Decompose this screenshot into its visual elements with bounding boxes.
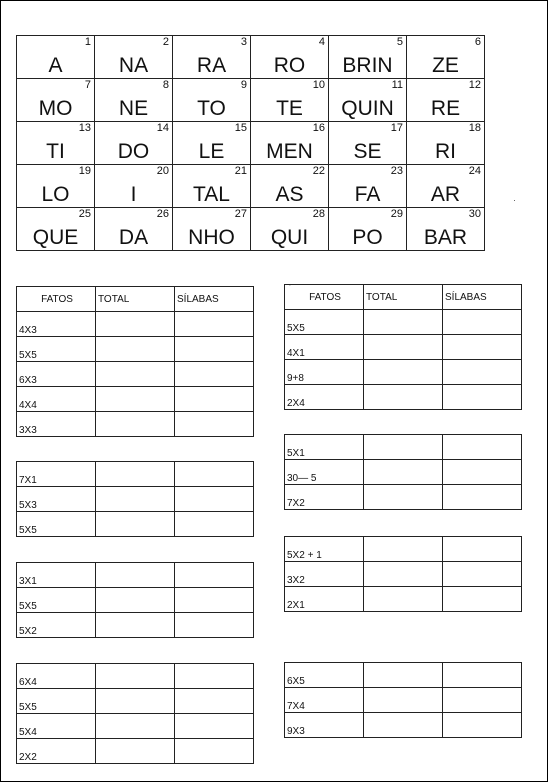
header-silabas: SÍLABAS [175,287,254,312]
syllable-cell [17,165,95,208]
total-answer-cell[interactable] [364,688,443,713]
syllable-answer-cell[interactable] [443,537,522,562]
syllable-cell [17,122,95,165]
syllable-cell [173,122,251,165]
table-row [285,587,522,612]
syllable-number: 22 [312,165,325,177]
fact-cell: 5X5 [17,512,96,537]
table-row [17,312,254,337]
total-answer-cell[interactable] [96,613,175,638]
fact-cell: 9+8 [285,360,364,385]
syllable-cell [17,208,95,251]
syllable-number: 26 [156,208,169,220]
table-row [17,613,254,638]
fact-cell: 2X1 [285,587,364,612]
syllable-cell [251,79,329,122]
syllable-number: 30 [468,208,481,220]
fact-cell: 30— 5 [285,460,364,485]
syllable-text: NE [118,97,149,120]
syllable-number: 20 [156,165,169,177]
table-row [285,562,522,587]
syllable-number: 3 [240,36,247,48]
fact-cell: 3X1 [17,563,96,588]
syllable-answer-cell[interactable] [175,664,254,689]
total-answer-cell[interactable] [364,663,443,688]
total-answer-cell[interactable] [96,714,175,739]
table-row [285,435,522,460]
syllable-answer-cell[interactable] [443,587,522,612]
total-answer-cell[interactable] [364,460,443,485]
table-row [285,385,522,410]
syllable-cell [407,208,485,251]
total-answer-cell[interactable] [96,387,175,412]
syllable-number: 27 [234,208,247,220]
syllable-number: 11 [391,79,403,91]
fact-cell: 5X2 [17,613,96,638]
syllable-text: LO [41,183,70,206]
syllable-cell [173,165,251,208]
table-row [285,335,522,360]
syllable-text: A [48,54,63,77]
syllable-text: TAL [193,183,230,206]
syllable-text: TI [46,140,65,163]
total-answer-cell[interactable] [364,360,443,385]
syllable-cell [95,79,173,122]
syllable-cell [95,122,173,165]
fact-cell: 6X5 [285,663,364,688]
syllable-text: TO [197,97,226,120]
fact-cell: 5X5 [285,310,364,335]
table-row [285,688,522,713]
syllable-cell [407,79,485,122]
fact-cell: 5X5 [17,588,96,613]
syllable-answer-cell[interactable] [443,713,522,738]
table-row [285,485,522,510]
total-answer-cell[interactable] [96,412,175,437]
syllable-text: RI [435,140,456,163]
syllable-row [17,79,485,122]
syllable-text: AR [430,183,461,206]
syllable-text: ZE [432,54,459,77]
syllable-number: 18 [468,122,481,134]
syllable-number: 14 [156,122,169,134]
syllable-text: RE [430,97,461,120]
total-answer-cell[interactable] [364,562,443,587]
syllable-row [17,165,485,208]
syllable-answer-cell[interactable] [175,689,254,714]
total-answer-cell[interactable] [364,587,443,612]
syllable-text: LE [198,140,225,163]
syllable-answer-cell[interactable] [443,360,522,385]
syllable-answer-cell[interactable] [443,385,522,410]
header-fatos: FATOS [285,285,364,310]
syllable-cell [173,36,251,79]
syllable-number: 29 [390,208,403,220]
syllable-number: 17 [390,122,403,134]
syllable-cell [407,122,485,165]
syllable-answer-cell[interactable] [175,714,254,739]
table-row [17,563,254,588]
syllable-number: 8 [162,79,169,91]
total-answer-cell[interactable] [96,462,175,487]
left-facts-table [16,562,254,638]
total-answer-cell[interactable] [96,664,175,689]
syllable-cell [329,79,407,122]
syllable-grid [16,35,485,251]
right-facts-table [284,536,522,612]
syllable-cell [251,165,329,208]
table-header-row [17,287,254,312]
table-row [17,412,254,437]
right-facts-table [284,284,522,410]
total-answer-cell[interactable] [96,588,175,613]
syllable-cell [17,36,95,79]
syllable-cell [95,165,173,208]
total-answer-cell[interactable] [96,337,175,362]
table-row [17,739,254,764]
syllable-number: 23 [390,165,403,177]
syllable-text: QUIN [341,97,394,120]
syllable-cell [17,79,95,122]
fact-cell: 7X4 [285,688,364,713]
syllable-number: 24 [468,165,481,177]
syllable-answer-cell[interactable] [175,739,254,764]
syllable-answer-cell[interactable] [175,487,254,512]
syllable-answer-cell[interactable] [175,588,254,613]
syllable-cell [251,36,329,79]
total-answer-cell[interactable] [96,487,175,512]
table-row [17,462,254,487]
syllable-text: NA [118,54,149,77]
syllable-cell [329,36,407,79]
total-answer-cell[interactable] [364,335,443,360]
fact-cell: 5X4 [17,714,96,739]
syllable-text: QUE [32,226,79,249]
syllable-answer-cell[interactable] [175,512,254,537]
syllable-text: BAR [423,226,468,249]
syllable-text: I [130,183,137,206]
syllable-number: 6 [474,36,481,48]
syllable-number: 9 [240,79,247,91]
header-silabas: SÍLABAS [443,285,522,310]
table-row [285,663,522,688]
fact-cell: 5X2 + 1 [285,537,364,562]
stray-tick-mark: ` [288,283,291,293]
fact-cell: 5X1 [285,435,364,460]
syllable-cell [407,36,485,79]
syllable-answer-cell[interactable] [175,312,254,337]
syllable-answer-cell[interactable] [443,460,522,485]
total-answer-cell[interactable] [96,512,175,537]
fact-cell: 5X5 [17,337,96,362]
syllable-number: 4 [318,36,325,48]
syllable-cell [329,165,407,208]
left-facts-table [16,286,254,437]
syllable-answer-cell[interactable] [443,335,522,360]
table-row [17,387,254,412]
syllable-cell [95,36,173,79]
syllable-number: 16 [312,122,325,134]
fact-cell: 7X2 [285,485,364,510]
table-row [285,460,522,485]
syllable-text: NHO [188,226,235,249]
table-header-row [285,285,522,310]
syllable-cell [251,122,329,165]
syllable-cell [251,208,329,251]
total-answer-cell[interactable] [364,537,443,562]
fact-cell: 4X3 [17,312,96,337]
fact-cell: 3X2 [285,562,364,587]
syllable-number: 1 [84,36,91,48]
syllable-number: 15 [234,122,247,134]
total-answer-cell[interactable] [364,435,443,460]
syllable-answer-cell[interactable] [175,362,254,387]
table-row [17,487,254,512]
fact-cell: 7X1 [17,462,96,487]
total-answer-cell[interactable] [96,312,175,337]
fact-cell: 6X4 [17,664,96,689]
syllable-row [17,122,485,165]
total-answer-cell[interactable] [96,563,175,588]
header-total: TOTAL [364,285,443,310]
total-answer-cell[interactable] [364,485,443,510]
syllable-number: 10 [312,79,325,91]
stray-dot [514,200,515,201]
total-answer-cell[interactable] [96,362,175,387]
syllable-number: 25 [78,208,91,220]
syllable-number: 12 [468,79,481,91]
total-answer-cell[interactable] [96,739,175,764]
fact-cell: 6X3 [17,362,96,387]
syllable-text: FA [354,183,381,206]
table-row [17,588,254,613]
fact-cell: 5X3 [17,487,96,512]
syllable-number: 5 [396,36,403,48]
syllable-number: 28 [312,208,325,220]
table-row [285,713,522,738]
syllable-number: 7 [84,79,91,91]
syllable-cell [173,79,251,122]
table-row [17,664,254,689]
fact-cell: 2X2 [17,739,96,764]
syllable-text: QUI [270,226,309,249]
syllable-row [17,208,485,251]
fact-cell: 4X1 [285,335,364,360]
syllable-number: 2 [162,36,169,48]
right-facts-table [284,434,522,510]
syllable-number: 19 [78,165,91,177]
table-row [17,362,254,387]
syllable-answer-cell[interactable] [443,688,522,713]
syllable-answer-cell[interactable] [175,337,254,362]
syllable-text: TE [276,97,303,120]
header-fatos: FATOS [17,287,96,312]
syllable-answer-cell[interactable] [175,412,254,437]
table-row [285,360,522,385]
total-answer-cell[interactable] [364,713,443,738]
syllable-cell [407,165,485,208]
table-row [285,310,522,335]
syllable-answer-cell[interactable] [175,563,254,588]
table-row [17,689,254,714]
syllable-text: AS [275,183,304,206]
left-facts-table [16,663,254,764]
syllable-text: MEN [266,140,313,163]
right-facts-table [284,662,522,738]
syllable-answer-cell[interactable] [443,562,522,587]
syllable-cell [329,122,407,165]
syllable-text: RO [273,54,306,77]
syllable-answer-cell[interactable] [443,310,522,335]
syllable-text: PO [352,226,383,249]
fact-cell: 3X3 [17,412,96,437]
syllable-number: 21 [234,165,247,177]
syllable-text: MO [38,97,73,120]
syllable-text: RA [196,54,227,77]
fact-cell: 2X4 [285,385,364,410]
fact-cell: 9X3 [285,713,364,738]
syllable-answer-cell[interactable] [443,663,522,688]
total-answer-cell[interactable] [364,385,443,410]
syllable-text: DA [118,226,149,249]
syllable-text: BRIN [342,54,393,77]
syllable-answer-cell[interactable] [443,485,522,510]
total-answer-cell[interactable] [96,689,175,714]
syllable-answer-cell[interactable] [175,613,254,638]
syllable-cell [95,208,173,251]
fact-cell: 5X5 [17,689,96,714]
syllable-cell [329,208,407,251]
table-row [17,714,254,739]
syllable-answer-cell[interactable] [443,435,522,460]
syllable-answer-cell[interactable] [175,462,254,487]
table-row [17,512,254,537]
table-row [285,537,522,562]
syllable-text: DO [117,140,150,163]
syllable-cell [173,208,251,251]
syllable-answer-cell[interactable] [175,387,254,412]
header-total: TOTAL [96,287,175,312]
syllable-row [17,36,485,79]
table-row [17,337,254,362]
left-facts-table [16,461,254,537]
syllable-text: SE [353,140,382,163]
fact-cell: 4X4 [17,387,96,412]
syllable-number: 13 [78,122,91,134]
total-answer-cell[interactable] [364,310,443,335]
